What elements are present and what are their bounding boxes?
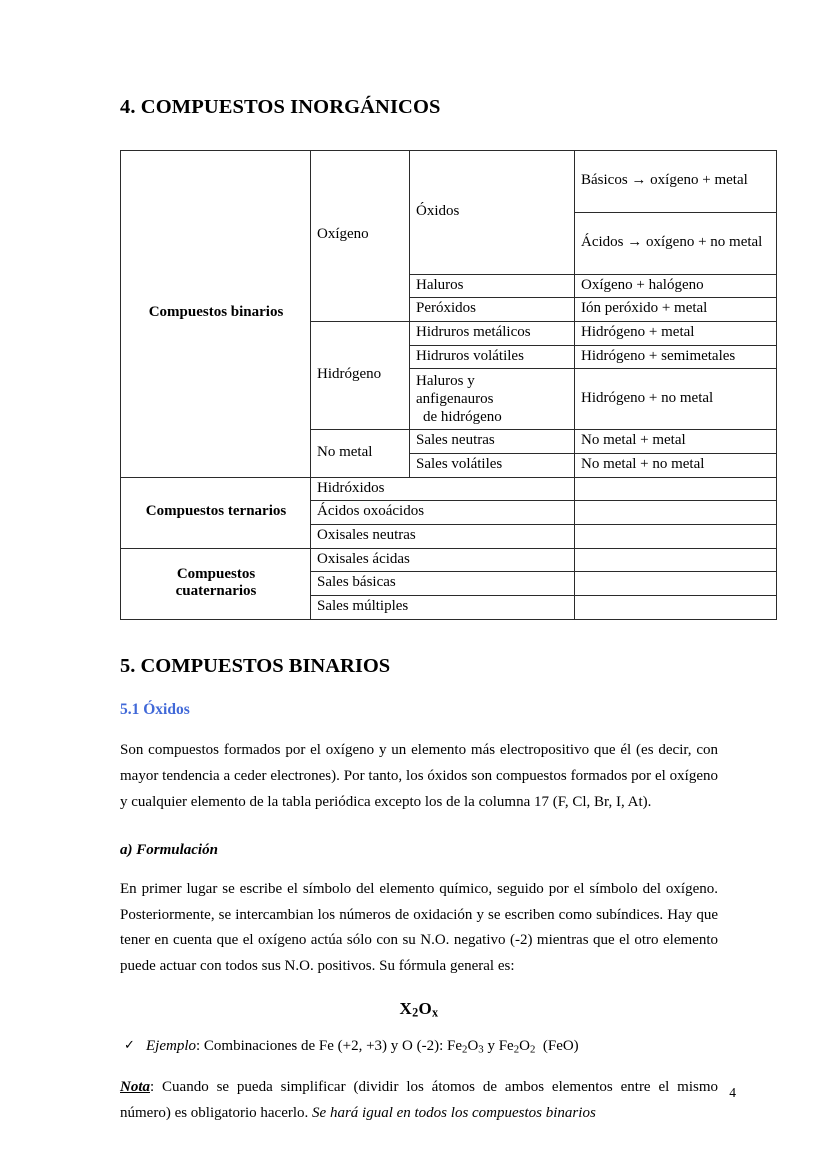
type-oxisales-neutras: Oxisales neutras bbox=[311, 525, 575, 549]
table-blank-cell bbox=[575, 525, 777, 549]
quaternary-compounds-label bbox=[121, 548, 311, 619]
def-haluros: Oxígeno + halógeno bbox=[575, 274, 777, 298]
type-peroxidos: Peróxidos bbox=[410, 298, 575, 322]
haluros-anfigenauros-line-1: Haluros y bbox=[416, 373, 475, 390]
def-basicos: Básicos → oxígeno + metal bbox=[575, 150, 777, 212]
def-haluros-anfigenauros: Hidrógeno + no metal bbox=[575, 369, 777, 430]
table-row bbox=[121, 548, 777, 572]
haluros-anfigenauros-line-2: anfigenauros bbox=[416, 390, 494, 407]
formulacion-heading: a) Formulación bbox=[120, 841, 218, 858]
page-content bbox=[120, 96, 763, 1127]
table-blank-cell bbox=[575, 548, 777, 572]
def-hidruros-volatiles: Hidrógeno + semimetales bbox=[575, 345, 777, 369]
type-sales-neutras: Sales neutras bbox=[410, 430, 575, 454]
list-item bbox=[124, 1035, 718, 1058]
type-hidruros-metalicos: Hidruros metálicos bbox=[410, 321, 575, 345]
type-haluros-anfigenauros bbox=[410, 369, 575, 430]
example-list bbox=[120, 1035, 718, 1058]
type-acidos-oxoacidos: Ácidos oxoácidos bbox=[311, 501, 575, 525]
def-sales-volatiles: No metal + no metal bbox=[575, 454, 777, 478]
nota-paragraph bbox=[120, 1075, 718, 1127]
check-icon: ✓ bbox=[124, 1036, 135, 1052]
table-blank-cell bbox=[575, 572, 777, 596]
quaternary-label-line-2: cuaternarios bbox=[175, 583, 257, 600]
type-hidruros-volatiles: Hidruros volátiles bbox=[410, 345, 575, 369]
formula-sub-2: 2 bbox=[412, 1005, 419, 1020]
general-formula: $X_2O_x$ bbox=[399, 999, 439, 1020]
group-hydrogen: Hidrógeno bbox=[311, 321, 410, 429]
quaternary-label-line-1: Compuestos bbox=[176, 565, 256, 582]
example-text: : Combinaciones de Fe (+2, +3) y O (-2): $Fe_2O_3$ y $Fe_2O_2$ (FeO) bbox=[196, 1037, 579, 1056]
compound-classification-table bbox=[120, 150, 777, 620]
type-sales-basicas: Sales básicas bbox=[311, 572, 575, 596]
formulacion-paragraph: En primer lugar se escribe el símbolo del elemento químico, seguido por el símbolo del oxígeno. Posteriormente, se intercambian los números de oxidación y se escriben como subíndices. Hay que tener en cuenta que el oxígeno actúa sólo con su N.O. negativo (-2) mientras que el otro elemento puede actuar con todos sus N.O. positivos. Su fórmula general es: bbox=[120, 880, 718, 975]
table-blank-cell bbox=[575, 477, 777, 501]
group-oxygen: Oxígeno bbox=[311, 150, 410, 321]
type-sales-volatiles: Sales volátiles bbox=[410, 454, 575, 478]
sub-2b: 2 bbox=[513, 1043, 520, 1056]
type-hidroxidos: Hidróxidos bbox=[311, 477, 575, 501]
sub-2c: 2 bbox=[529, 1043, 536, 1056]
group-nonmetal: No metal bbox=[311, 430, 410, 477]
type-sales-multiples: Sales múltiples bbox=[311, 596, 575, 620]
page-number: 4 bbox=[729, 1085, 736, 1100]
example-label: Ejemplo bbox=[146, 1037, 196, 1054]
binary-compounds-label: Compuestos binarios bbox=[121, 150, 311, 477]
section-5-heading: 5. COMPUESTOS BINARIOS bbox=[120, 654, 391, 677]
haluros-anfigenauros-line-3: de hidrógeno bbox=[423, 408, 502, 425]
table-row bbox=[121, 477, 777, 501]
nota-text: : Cuando se pueda simplificar (dividir los átomos de ambos elementos entre el mismo número) es obligatorio hacerlo. bbox=[120, 1079, 718, 1122]
formula-sub-x: x bbox=[432, 1005, 439, 1020]
sub-2: 2 bbox=[462, 1043, 468, 1056]
subsection-51-heading: 5.1 Óxidos bbox=[120, 701, 190, 719]
ternary-compounds-label: Compuestos ternarios bbox=[121, 477, 311, 548]
nota-italic-tail: Se hará igual en todos los compuestos binarios bbox=[312, 1105, 596, 1122]
type-haluros: Haluros bbox=[410, 274, 575, 298]
def-hidruros-metalicos: Hidrógeno + metal bbox=[575, 321, 777, 345]
table-blank-cell bbox=[575, 596, 777, 620]
def-acidos: Ácidos → oxígeno + no metal bbox=[575, 212, 777, 274]
oxidos-intro-paragraph: Son compuestos formados por el oxígeno y un elemento más electropositivo que él (es decir, con mayor tendencia a ceder electrones). Por tanto, los óxidos son compuestos formados por el oxígeno y cualquier elemento de la tabla periódica excepto los de la columna 17 (F, Cl, Br, I, At). bbox=[120, 742, 718, 811]
def-peroxidos: Ión peróxido + metal bbox=[575, 298, 777, 322]
section-4-heading: 4. COMPUESTOS INORGÁNICOS bbox=[120, 96, 441, 118]
table-row bbox=[121, 150, 777, 212]
def-sales-neutras: No metal + metal bbox=[575, 430, 777, 454]
type-oxisales-acidas: Oxisales ácidas bbox=[311, 548, 575, 572]
sub-3: 3 bbox=[478, 1043, 484, 1056]
type-oxidos: Óxidos bbox=[410, 150, 575, 274]
nota-label: Nota bbox=[120, 1079, 150, 1096]
table-blank-cell bbox=[575, 501, 777, 525]
